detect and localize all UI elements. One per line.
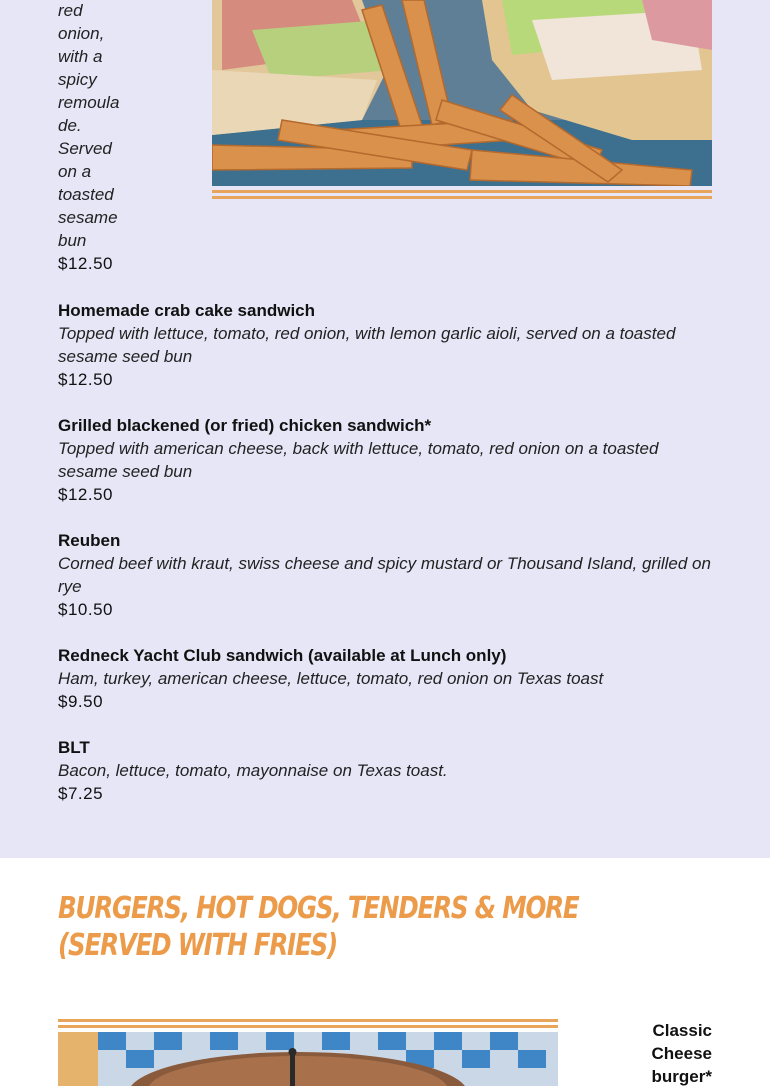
- burger-item-name: [620, 1019, 712, 1088]
- item-name: Grilled blackened (or fried) chicken sandwich*: [58, 416, 432, 435]
- desc-line: with a: [58, 47, 103, 66]
- partial-item-price: $12.50: [58, 254, 113, 273]
- item-name: Redneck Yacht Club sandwich (available at Lunch only): [58, 646, 507, 665]
- desc-line: toasted: [58, 185, 114, 204]
- menu-item: [58, 299, 718, 391]
- orange-double-rule: [212, 190, 712, 199]
- item-description: Corned beef with kraut, swiss cheese and spicy mustard or Thousand Island, grilled on rye: [58, 554, 711, 596]
- item-description: Topped with lettuce, tomato, red onion, with lemon garlic aioli, served on a toasted sesame seed bun: [58, 324, 676, 366]
- item-price: $7.25: [58, 784, 104, 803]
- item-price: $12.50: [58, 370, 113, 389]
- label-line: Classic: [652, 1021, 712, 1040]
- item-price: $9.50: [58, 692, 104, 711]
- menu-item: [58, 644, 718, 713]
- orange-double-rule: [58, 1019, 558, 1028]
- desc-line: bun: [58, 231, 87, 250]
- item-description: Bacon, lettuce, tomato, mayonnaise on Texas toast.: [58, 761, 448, 780]
- desc-line: de.: [58, 116, 82, 135]
- item-price: $10.50: [58, 600, 113, 619]
- item-name: Reuben: [58, 531, 121, 550]
- club-sandwich-photo: [212, 0, 712, 186]
- desc-line: onion,: [58, 24, 105, 43]
- desc-line: on a: [58, 162, 92, 181]
- item-name: BLT: [58, 738, 90, 757]
- partial-item-description: [58, 0, 138, 275]
- item-name: Homemade crab cake sandwich: [58, 301, 316, 320]
- section-heading: BURGERS, HOT DOGS, TENDERS & MORE (SERVED WITH FRIES): [58, 891, 579, 963]
- item-description: Topped with american cheese, back with lettuce, tomato, red onion on a toasted sesame seed bun: [58, 439, 659, 481]
- menu-item: [58, 414, 718, 506]
- desc-line: red: [58, 1, 83, 20]
- item-description: Ham, turkey, american cheese, lettuce, tomato, red onion on Texas toast: [58, 669, 604, 688]
- menu-item: [58, 736, 718, 805]
- item-price: $12.50: [58, 485, 113, 504]
- cheeseburger-photo: [58, 1032, 558, 1086]
- desc-line: Served: [58, 139, 112, 158]
- menu-item: [58, 529, 718, 621]
- label-line: Cheese: [651, 1044, 712, 1063]
- desc-line: remoula: [58, 93, 120, 112]
- desc-line: sesame: [58, 208, 118, 227]
- label-line: burger*: [651, 1067, 712, 1086]
- sandwich-menu-list: [58, 299, 718, 828]
- desc-line: spicy: [58, 70, 97, 89]
